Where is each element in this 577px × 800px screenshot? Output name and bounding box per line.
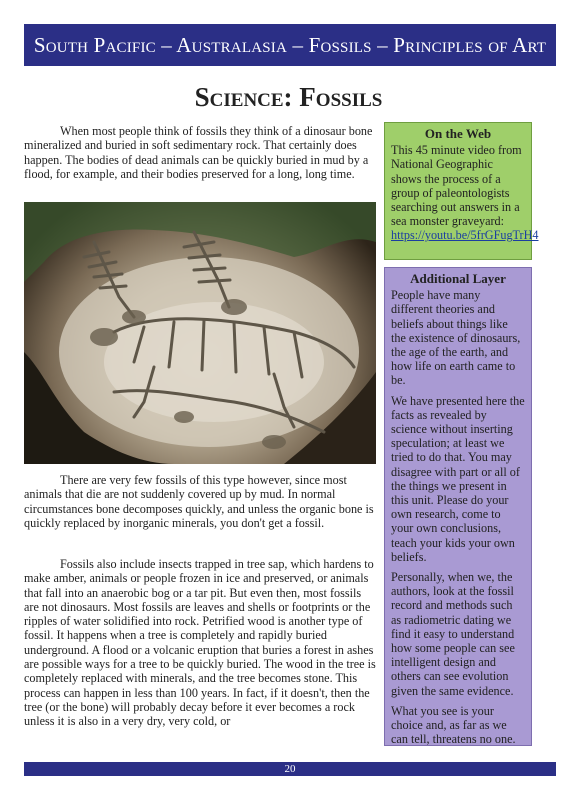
fossil-skeletons-image bbox=[24, 202, 376, 464]
additional-layer-box bbox=[384, 267, 532, 746]
additional-layer-paragraph: Personally, when we, the authors, look at the fossil record and methods such as radiometric dating we find it easy to understand how some people can see intelligent design and others can see evolution given the same evidence. bbox=[391, 570, 515, 698]
additional-layer-paragraph: We have presented here the facts as revealed by science without inserting speculation; at least we tried to do that. You may disagree with part or all of the things we present in this unit. Please do your own research, come to your own conclusions, teach your kids your own beliefs. bbox=[391, 393, 525, 564]
additional-layer-paragraph: What you see is your choice and, as far as we can tell, threatens no one. bbox=[391, 703, 516, 747]
page-number: 20 bbox=[284, 763, 296, 775]
footer-band bbox=[24, 762, 556, 776]
paragraph-2-text: There are very few fossils of this type however, since most animals that die are not suddenly covered up by mud. In normal circumstances bone decomposes quickly, and unless the organic bone is quickly replaced by inorganic minerals, you don't get a fossil. bbox=[24, 473, 374, 530]
additional-layer-title: Additional Layer bbox=[410, 271, 506, 286]
on-the-web-text: This 45 minute video from National Geographic shows the process of a group of paleontologists searching out answers in a sea monster graveyard: bbox=[391, 143, 522, 229]
header-title: South Pacific – Australasia – Fossils – Principles of Art bbox=[33, 32, 547, 57]
paragraph-1-text: When most people think of fossils they think of a dinosaur bone mineralized and buried in soft sedimentary rock. That certainly does happen. The bodies of dead animals can be quickly buried in mud by a flood, for example, and their bodies preserved for a long, long time. bbox=[24, 124, 373, 181]
paragraph-2 bbox=[24, 473, 376, 530]
paragraph-3-text: Fossils also include insects trapped in tree sap, which hardens to make amber, animals or people frozen in ice and preserved, or animals that fall into an anaerobic bog or a tar pit. But even then, most fossils are not dinosaurs. Most fossils are leaves and shells or footprints or the ripples of water solidified into rock. Petrified wood is another type of fossil. It happens when a tree is completely and rapidly buried underground. A flood or a volcanic eruption that buries a forest in ashes are possible ways for a tree to be quickly buried. The wood in the tree is completely replaced with minerals, and the tree becomes stone. This process can happen in less than 100 years. In fact, if it doesn't, then the tree (or the bone) will probably decay before it ever becomes a rock unless it is also in a very dry, very cold, or bbox=[24, 557, 376, 729]
fossil-photo bbox=[24, 202, 376, 464]
on-the-web-title: On the Web bbox=[424, 126, 492, 141]
on-the-web-box bbox=[384, 122, 539, 260]
paragraph-3 bbox=[24, 557, 376, 729]
video-link[interactable]: https://youtu.be/5frGFugTrH4 bbox=[391, 228, 539, 243]
header-band bbox=[24, 24, 556, 66]
additional-layer-paragraph: People have many different theories and beliefs about things like the existence of dinosaurs, the age of the earth, and how life on earth came to be. bbox=[391, 288, 521, 388]
page-title: Science: Fossils bbox=[194, 82, 383, 112]
paragraph-1 bbox=[24, 124, 376, 181]
